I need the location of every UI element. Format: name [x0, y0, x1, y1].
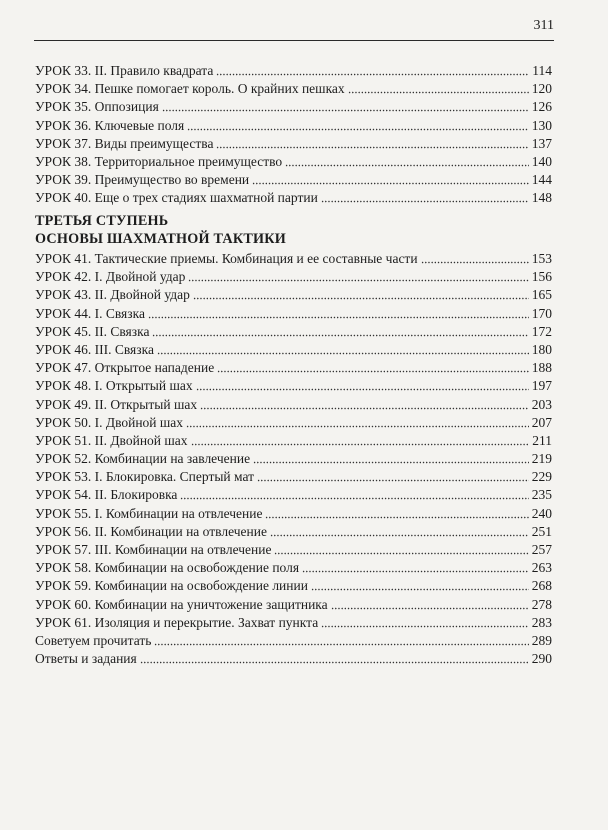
dot-leader [257, 470, 529, 482]
toc-entry [35, 523, 552, 541]
toc-entry-title: УРОК 36. Ключевые поля [35, 117, 185, 133]
dot-leader [252, 173, 529, 185]
dot-leader [148, 307, 529, 319]
dot-leader [154, 634, 528, 646]
toc-entry-title: УРОК 42. I. Двойной удар [35, 269, 186, 285]
dot-leader [191, 434, 530, 446]
dot-leader [188, 270, 528, 282]
toc-entry [35, 650, 552, 668]
toc-entry-page: 203 [531, 396, 552, 412]
toc-entry-title: УРОК 59. Комбинации на освобождение линии [35, 578, 308, 594]
toc-entry-page: 188 [531, 360, 552, 376]
toc-entry [35, 450, 552, 468]
toc-block-second [35, 212, 552, 668]
toc-entry-page: 229 [531, 469, 552, 485]
toc-entry [35, 432, 552, 450]
dot-leader [140, 652, 529, 664]
toc-entry-page: 148 [531, 190, 552, 206]
toc-entry-page: 278 [531, 596, 552, 612]
dot-leader [311, 579, 529, 591]
toc-entry-title: УРОК 44. I. Связка [35, 305, 145, 321]
toc-entry [35, 505, 552, 523]
dot-leader [152, 325, 528, 337]
toc-entry-title: УРОК 52. Комбинации на завлечение [35, 451, 251, 467]
dot-leader [157, 343, 529, 355]
toc-entry-page: 156 [531, 269, 552, 285]
dot-leader [180, 488, 528, 500]
toc-entry-title: УРОК 34. Пешке помогает король. О крайних пешках [35, 81, 345, 97]
toc-entry [35, 171, 552, 189]
toc-entry-title: УРОК 41. Тактические приемы. Комбинация и ее составные части [35, 251, 418, 266]
toc-entry [35, 62, 552, 80]
toc-entry-page: 130 [531, 117, 552, 133]
toc-entry-title: УРОК 45. II. Связка [35, 323, 150, 339]
toc-entry [35, 559, 552, 577]
toc-entry [35, 135, 552, 153]
toc-entry-title: Ответы и задания [35, 651, 137, 667]
dot-leader [285, 155, 529, 167]
header-rule [34, 40, 554, 41]
toc-entry-page: 207 [531, 414, 552, 430]
dot-leader [216, 64, 529, 76]
toc-entry [35, 396, 552, 414]
toc-entry-page: 283 [531, 614, 552, 630]
toc-entry [35, 117, 552, 135]
toc-entry [35, 80, 552, 98]
toc-entry-title: УРОК 38. Территориальное преимущество [35, 153, 283, 169]
toc-entry-title: УРОК 53. I. Блокировка. Спертый мат [35, 469, 255, 485]
dot-leader [186, 416, 529, 428]
toc-entry [35, 377, 552, 395]
toc-entry-page: 126 [531, 99, 552, 115]
dot-leader [348, 82, 529, 94]
toc-entry-page: 235 [531, 487, 552, 503]
toc-block-first [35, 62, 552, 208]
dot-leader [321, 191, 529, 203]
toc-entry-page: 211 [532, 432, 552, 448]
toc-entry-title: УРОК 43. II. Двойной удар [35, 287, 190, 303]
toc-entry-title: УРОК 50. I. Двойной шах [35, 414, 184, 430]
toc-entry-page: 144 [531, 172, 552, 188]
toc-entry [35, 596, 552, 614]
toc-entry [35, 468, 552, 486]
toc-entry-page: 140 [531, 153, 552, 169]
dot-leader [196, 379, 529, 391]
toc-entry-page: 290 [531, 651, 552, 667]
dot-leader [216, 137, 528, 149]
toc-entry-title: Советуем прочитать [35, 632, 152, 648]
section-title-line-1: ТРЕТЬЯ СТУПЕНЬ [35, 213, 169, 229]
toc-entry-page: 120 [531, 81, 552, 97]
toc-entry-title: УРОК 47. Открытое нападение [35, 360, 215, 376]
dot-leader [270, 525, 529, 537]
toc-entry-page: 219 [531, 451, 552, 467]
toc-entry [35, 153, 552, 171]
toc-entry-title: УРОК 35. Оппозиция [35, 99, 159, 115]
toc-entry-title: УРОК 58. Комбинации на освобождение поля [35, 560, 300, 576]
toc-entry-title: УРОК 57. III. Комбинации на отвлечение [35, 542, 272, 557]
toc-entry-page: 180 [531, 341, 552, 357]
section-header [35, 212, 552, 248]
toc-list-second [35, 250, 552, 668]
toc-entry [35, 268, 552, 286]
toc-entry-page: 137 [531, 135, 552, 151]
toc-entry-title: УРОК 51. II. Двойной шах [35, 432, 188, 448]
toc-entry-title: УРОК 33. II. Правило квадрата [35, 63, 214, 78]
dot-leader [265, 507, 528, 519]
toc-entry-page: 172 [531, 323, 552, 339]
toc-entry [35, 286, 552, 304]
toc-entry-title: УРОК 46. III. Связка [35, 341, 154, 357]
dot-leader [193, 288, 529, 300]
toc-entry-title: УРОК 60. Комбинации на уничтожение защитника [35, 596, 328, 612]
toc-entry [35, 577, 552, 595]
dot-leader [421, 252, 529, 264]
section-title-line-2: ОСНОВЫ ШАХМАТНОЙ ТАКТИКИ [35, 231, 286, 247]
dot-leader [302, 561, 529, 573]
toc-entry-page: 165 [531, 287, 552, 303]
toc-entry [35, 632, 552, 650]
toc-entry-title: УРОК 49. II. Открытый шах [35, 396, 198, 412]
dot-leader [253, 452, 529, 464]
dot-leader [162, 100, 529, 112]
toc-entry-page: 263 [531, 560, 552, 576]
dot-leader [200, 398, 529, 410]
toc-entry [35, 305, 552, 323]
dot-leader [187, 119, 528, 131]
toc-entry-title: УРОК 55. I. Комбинации на отвлечение [35, 505, 263, 521]
dot-leader [321, 616, 529, 628]
toc-entry-title: УРОК 40. Еще о трех стадиях шахматной партии [35, 190, 318, 206]
toc-entry [35, 541, 552, 559]
toc-entry-page: 268 [531, 578, 552, 594]
toc-entry-title: УРОК 54. II. Блокировка [35, 487, 178, 503]
page-number: 311 [533, 18, 554, 33]
toc-entry [35, 414, 552, 432]
toc-entry-title: УРОК 61. Изоляция и перекрытие. Захват пункта [35, 614, 319, 630]
toc-entry-page: 197 [531, 378, 552, 394]
toc-entry [35, 614, 552, 632]
toc-entry-page: 289 [531, 632, 552, 648]
toc-entry [35, 359, 552, 377]
dot-leader [274, 543, 528, 555]
toc-entry [35, 323, 552, 341]
toc-entry [35, 98, 552, 116]
toc-entry-page: 240 [531, 505, 552, 521]
toc-entry-page: 114 [532, 63, 552, 78]
toc-entry-title: УРОК 39. Преимущество во времени [35, 172, 250, 188]
toc-entry-page: 170 [531, 305, 552, 321]
toc-entry-title: УРОК 48. I. Открытый шах [35, 378, 193, 394]
toc-entry [35, 250, 552, 268]
toc-entry-page: 153 [531, 251, 552, 266]
toc-entry [35, 189, 552, 207]
toc-entry-page: 257 [531, 542, 552, 557]
toc-entry-page: 251 [531, 523, 552, 539]
toc-entry-title: УРОК 37. Виды преимущества [35, 135, 214, 151]
toc-entry [35, 486, 552, 504]
dot-leader [217, 361, 529, 373]
toc-entry-title: УРОК 56. II. Комбинации на отвлечение [35, 523, 267, 539]
dot-leader [331, 598, 529, 610]
toc-entry [35, 341, 552, 359]
